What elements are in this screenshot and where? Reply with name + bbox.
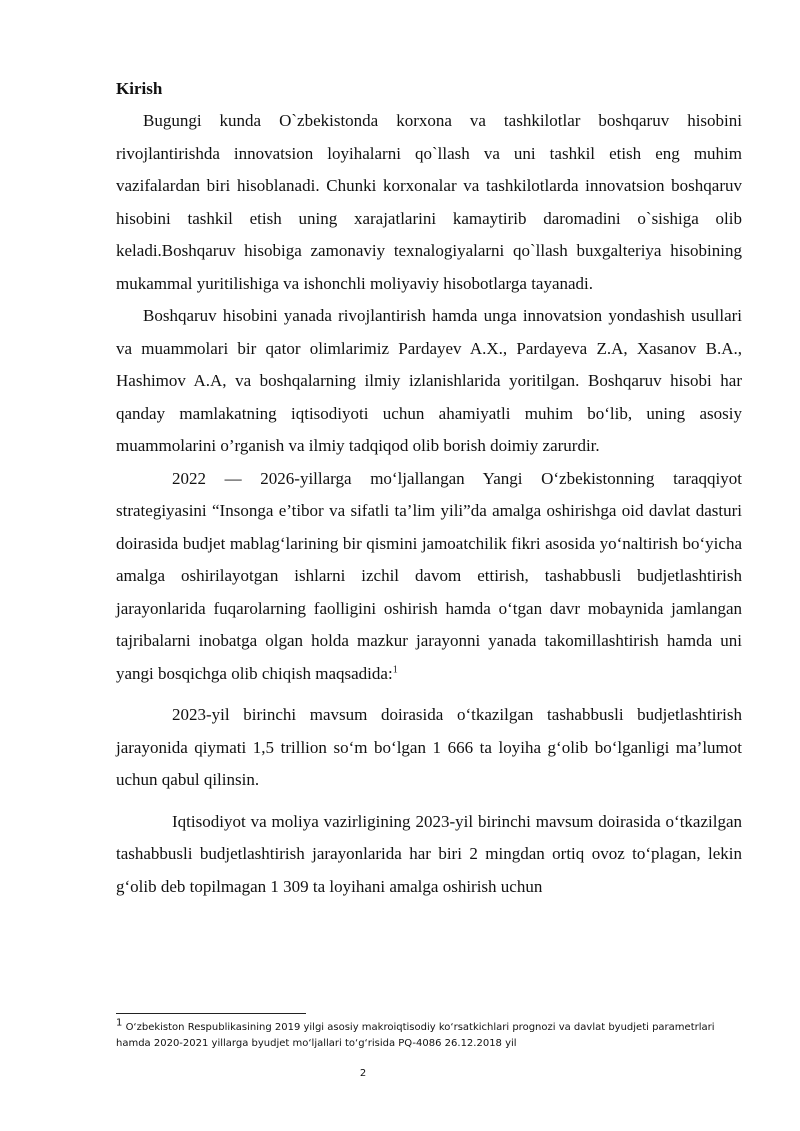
paragraph: Boshqaruv hisobini yanada rivojlantirish hamda unga innovatsion yondashish usullari va muammolari bir qator olimlarimiz Pardayev A.X., Pardayeva Z.A, Xasanov B.A., Hashimov A.A, va boshqalarning ilmiy izlanishlarida yoritilgan. Boshqaruv hisobi har qanday mamlakatning iqtisodiyoti uchun ahamiyatli muhim bo‘lib, uning asosiy muammolarini o’rganish va ilmiy tadqiqod olib borish doimiy zarurdir. (116, 306, 742, 455)
paragraph: 2023-yil birinchi mavsum doirasida o‘tkazilgan tashabbusli budjetlashtirish jarayonida qiymati 1,5 trillion so‘m bo‘lgan 1 666 ta loyiha g‘olib bo‘lganligi ma’lumot uchun qabul qilinsin. (116, 705, 742, 789)
page-number: 2 (359, 1068, 367, 1079)
section-heading: Kirish (116, 79, 163, 98)
footnote-marker: 1 (116, 1017, 123, 1029)
footnote-divider (116, 1013, 306, 1014)
paragraph: Iqtisodiyot va moliya vazirligining 2023-yil birinchi mavsum doirasida o‘tkazilgan tashabbusli budjetlashtirish jarayonlarida har biri 2 mingdan ortiq ovoz to‘plagan, lekin g‘olib deb topilmagan 1 309 ta loyihani amalga oshirish uchun (116, 811, 742, 896)
footnote (116, 1017, 736, 1052)
footnote-reference[interactable]: 1 (392, 663, 398, 675)
paragraph-text: 2022 — 2026-yillarga mo‘ljallangan Yangi O‘zbekistonning taraqqiyot strategiyasini “Insonga e’tibor va sifatli ta’lim yili”da amalga oshirishga oid davlat dasturi doirasida budjet mablag‘larining bir qismini jamoatchilik fikri asosida yo‘naltirish bo‘yicha amalga oshirilayotgan ishlarni izchil davom ettirish, tashabbusli budjetlashtirish jarayonlarida fuqarolarning faolligini oshirish hamda o‘tgan davr mobaynida jamlangan tajribalarni inobatga olgan holda mazkur jarayonni yanada takomillashtirish hamda uni yangi bosqichga olib chiqish maqsadida: (116, 468, 742, 683)
paragraph (116, 463, 742, 691)
footnote-text: O‘zbekiston Respublikasining 2019 yilgi asosiy makroiqtisodiy ko‘rsatkichlari prognozi va davlat byudjeti parametrlari hamda 2020-2021 yillarga byudjet mo‘ljallari to‘g‘risida PQ-4086 26.12.2018 yil (116, 1022, 715, 1049)
body-text (116, 77, 742, 903)
paragraph: Bugungi kunda O`zbekistonda korxona va tashkilotlar boshqaruv hisobini rivojlantirishda innovatsion loyihalarni qo`llash va uni tashkil etish eng muhim vazifalardan biri hisoblanadi. Chunki korxonalar va tashkilotlarda innovatsion boshqaruv hisobini tashkil etish uning xarajatlarini kamaytirib daromadini o`sishiga olib keladi.Boshqaruv hisobiga zamonaviy texnalogiyalarni qo`llash buxgalteriya hisobining mukammal yuritilishiga va ishonchli moliyaviy hisobotlarga tayanadi. (116, 111, 742, 293)
